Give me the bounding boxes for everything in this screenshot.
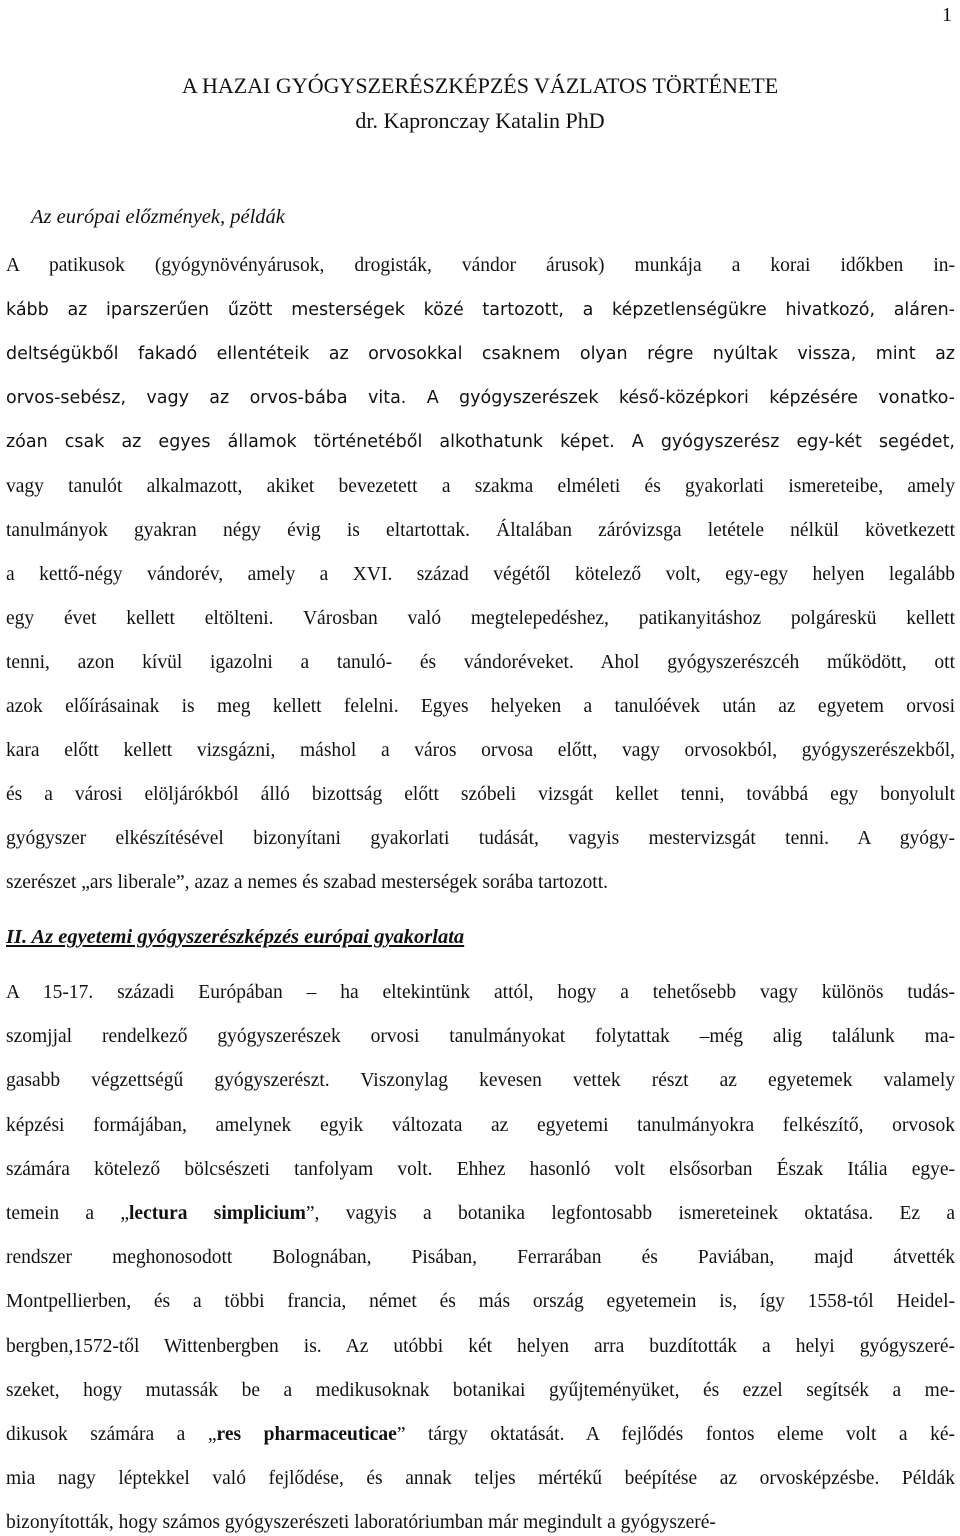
text-line: bizonyították, hogy számos gyógyszerészeti laboratóriumban már megindult a gyógyszeré- [6,1512,716,1534]
text-line: dikusok számára a „res pharmaceuticae” tárgy oktatását. A fejlődés fontos eleme volt a ké- [6,1424,955,1445]
text-line: azok előírásainak is meg kellett felelni. Egyes helyeken a tanulóévek után az egyetem orvosi [6,696,955,717]
text-line: temein a „lectura simplicium”, vagyis a botanika legfontosabb ismereteinek oktatása. Ez a [6,1203,955,1224]
text-line: vagy tanulót alkalmazott, akiket bevezetett a szakma elméleti és gyakorlati ismereteibe, amely [6,475,955,497]
document-title: A HAZAI GYÓGYSZERÉSZKÉPZÉS VÁZLATOS TÖRTÉNETE [181,73,779,98]
text-line: A 15-17. századi Európában – ha eltekintünk attól, hogy a tehetősebb vagy különös tudás- [6,982,955,1003]
text-line: A patikusok (gyógynövényárusok, drogisták, vándor árusok) munkája a korai időkben in- [6,255,955,276]
text-line: kara előtt kellett vizsgázni, máshol a város orvosa előtt, vagy orvosokból, gyógyszerészekből, [6,740,955,762]
text-line: orvos-sebész, vagy az orvos-bába vita. A gyógyszerészek késő-középkori képzésére vonatko- [6,388,955,409]
text-line: egy évet kellett eltölteni. Városban való megtelepedéshez, patikanyitáshoz polgáreskü kellett [6,607,955,629]
text-line: tenni, azon kívül igazolni a tanuló- és vándoréveket. Ahol gyógyszerészcéh működött, ott [6,651,955,673]
text-line: zóan csak az egyes államok történetéből alkothatunk képet. A gyógyszerész egy-két segédet, [6,432,955,453]
document-author: dr. Kapronczay Katalin PhD [355,108,605,133]
text-line: számára kötelező bölcsészeti tanfolyam volt. Ehhez hasonló volt elsősorban Észak Itália egye- [6,1158,955,1180]
text-line: és a városi elöljárókból álló bizottság előtt szóbeli vizsgát kellet tenni, továbbá egy bonyolult [6,784,955,806]
text-line: szomjjal rendelkező gyógyszerészek orvosi tanulmányokat folytattak –még alig találunk ma- [6,1026,955,1048]
text-line: tanulmányok gyakran négy évig is eltartottak. Általában záróvizsga letétele nélkül következett [6,519,955,541]
text-line: szerészet „ars liberale”, azaz a nemes és szabad mesterségek sorába tartozott. [6,872,609,894]
page-number: 1 [942,4,952,26]
text-line: kább az iparszerűen űzött mesterségek közé tartozott, a képzetlenségükre hivatkozó, aláren- [6,300,955,321]
section2-heading: II. Az egyetemi gyógyszerészképzés európai gyakorlata [6,926,465,948]
text-line: gyógyszer elkészítésével bizonyítani gyakorlati tudását, vagyis mestervizsgát tenni. A gyógy- [6,828,955,850]
text-line: mia nagy léptekkel való fejlődése, és annak teljes mértékű beépítése az orvosképzésbe. Példák [6,1468,955,1490]
text-line: képzési formájában, amelynek egyik változata az egyetemi tanulmányokra felkészítő, orvosok [6,1114,955,1136]
text-line: a kettő-négy vándorév, amely a XVI. század végétől kötelező volt, egy-egy helyen legalább [6,563,955,585]
text-line: Montpellierben, és a többi francia, német és más ország egyetemein is, így 1558-tól Heidel- [6,1291,955,1313]
text-line: bergben,1572-től Wittenbergben is. Az utóbbi két helyen arra buzdították a helyi gyógyszeré- [6,1335,955,1357]
text-line: szeket, hogy mutassák be a medikusoknak botanikai gyűjteményüket, és ezzel segítsék a me- [6,1379,955,1401]
section1-heading: Az európai előzmények, példák [31,206,285,228]
text-line: rendszer meghonosodott Bolognában, Pisában, Ferrarában és Paviában, majd átvették [6,1247,955,1269]
text-line: deltségükből fakadó ellentéteik az orvosokkal csaknem olyan régre nyúltak vissza, mint az [6,344,955,365]
text-line: gasabb végzettségű gyógyszerészt. Viszonylag kevesen vettek részt az egyetemek valamely [6,1070,955,1092]
